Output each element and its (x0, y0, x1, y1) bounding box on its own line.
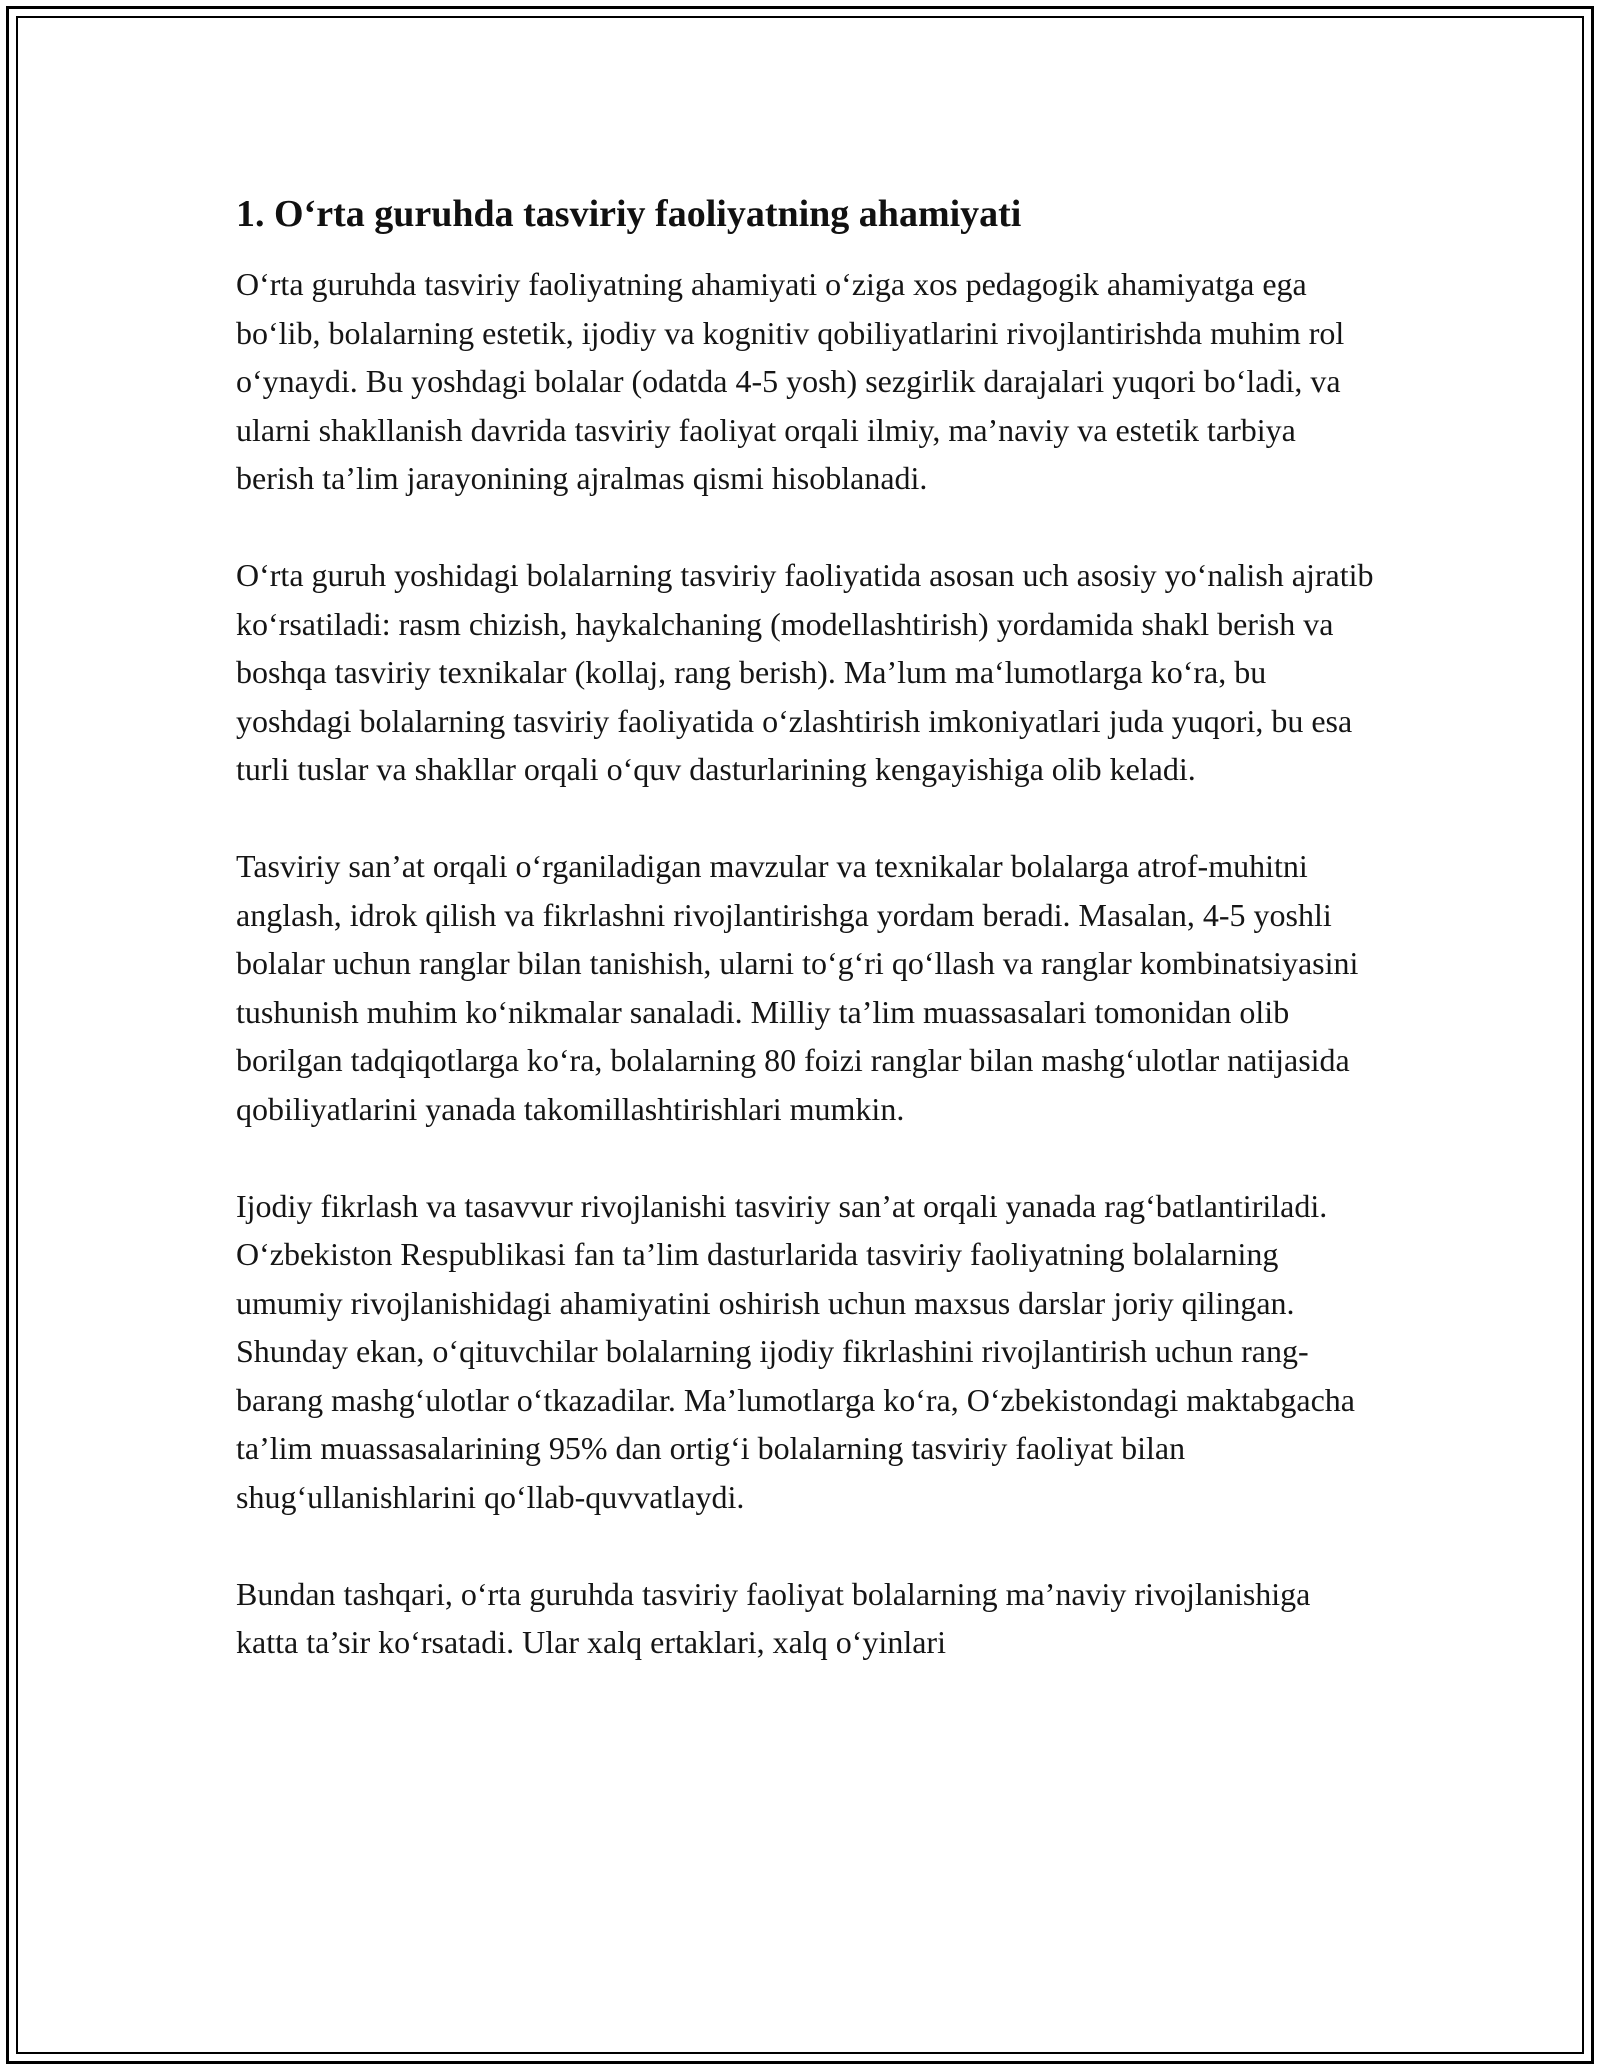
document-body (236, 188, 1376, 1715)
paragraph-5: Bundan tashqari, o‘rta guruhda tasviriy faoliyat bolalarning ma’naviy rivojlanishiga katta ta’sir ko‘rsatadi. Ular xalq ertaklari, xalq o‘yinlari (236, 1575, 1311, 1660)
paragraph-4: Ijodiy fikrlash va tasavvur rivojlanishi tasviriy san’at orqali yanada rag‘batlantiriladi. O‘zbekiston Respublikasi fan ta’lim dasturlarida tasviriy faoliyatning bolalarning umumiy rivojlanishidagi ahamiyatini oshirish uchun maxsus darslar joriy qilingan. Shunday ekan, o‘qituvchilar bolalarning ijodiy fikrlashini rivojlantirish uchun rang-barang mashg‘ulotlar o‘tkazadilar. Ma’lumotlarga ko‘ra, O‘zbekistondagi maktabgacha ta’lim muassasalarining 95% dan ortig‘i bolalarning tasviriy faoliyat bilan shug‘ullanishlarini qo‘llab-quvvatlaydi. (236, 1187, 1355, 1515)
paragraph-3: Tasviriy san’at orqali o‘rganiladigan mavzular va texnikalar bolalarga atrof-muhitni anglash, idrok qilish va fikrlashni rivojlantirishga yordam beradi. Masalan, 4-5 yoshli bolalar uchun ranglar bilan tanishish, ularni to‘g‘ri qo‘llash va ranglar kombinatsiyasini tushunish muhim ko‘nikmalar sanaladi. Milliy ta’lim muassasalari tomonidan olib borilgan tadqiqotlarga ko‘ra, bolalarning 80 foizi ranglar bilan mashg‘ulotlar natijasida qobiliyatlarini yanada takomillashtirishlari mumkin. (236, 848, 1359, 1127)
section-heading: 1. O‘rta guruhda tasviriy faoliyatning ahamiyati (236, 193, 1022, 235)
paragraph-1: O‘rta guruhda tasviriy faoliyatning ahamiyati o‘ziga xos pedagogik ahamiyatga ega bo‘lib, bolalarning estetik, ijodiy va kognitiv qobiliyatlarini rivojlantirishda muhim rol o‘ynaydi. Bu yoshdagi bolalar (odatda 4-5 yosh) sezgirlik darajalari yuqori bo‘ladi, va ularni shakllanish davrida tasviriy faoliyat orqali ilmiy, ma’naviy va estetik tarbiya berish ta’lim jarayonining ajralmas qismi hisoblanadi. (236, 266, 1345, 496)
paragraph-2: O‘rta guruh yoshidagi bolalarning tasviriy faoliyatida asosan uch asosiy yo‘nalish ajratib ko‘rsatiladi: rasm chizish, haykalchaning (modellashtirish) yordamida shakl berish va boshqa tasviriy texnikalar (kollaj, rang berish). Ma’lum ma‘lumotlarga ko‘ra, bu yoshdagi bolalarning tasviriy faoliyatida o‘zlashtirish imkoniyatlari juda yuqori, bu esa turli tuslar va shakllar orqali o‘quv dasturlarining kengayishiga olib keladi. (236, 557, 1374, 787)
